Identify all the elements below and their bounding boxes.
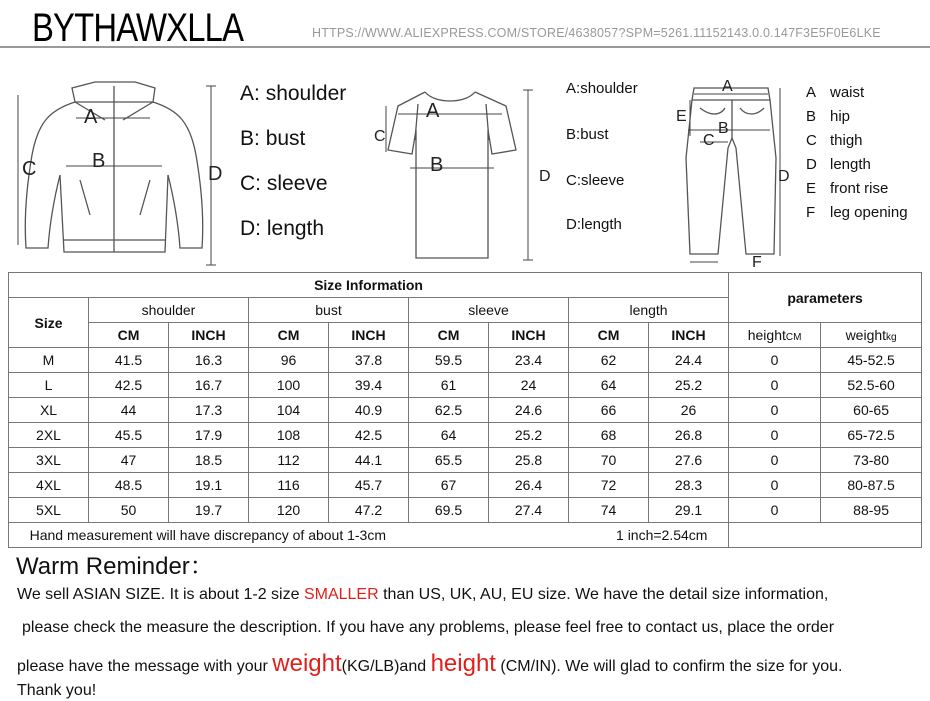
value-cell: 44 <box>89 398 169 423</box>
value-cell: 17.3 <box>169 398 249 423</box>
value-cell: 68 <box>569 423 649 448</box>
value-cell: 67 <box>409 473 489 498</box>
brand-logo: BYTHAWXLLA <box>32 6 244 50</box>
jacket-legend <box>240 82 346 262</box>
pants-letter-d: D <box>778 168 790 185</box>
pants-legend <box>806 84 908 228</box>
reminder-title: Warm Reminder： <box>16 553 214 580</box>
value-cell: 37.8 <box>329 348 409 373</box>
jacket-illustration <box>10 80 230 270</box>
pants-letter-b: B <box>718 120 729 137</box>
group-header-shoulder: shoulder <box>89 298 249 323</box>
value-cell: 69.5 <box>409 498 489 523</box>
table-row <box>9 373 922 398</box>
jacket-letter-a: A <box>84 106 98 128</box>
weight-cell: 88-95 <box>821 498 922 523</box>
pants-letter-a: A <box>722 78 733 95</box>
size-cell: 4XL <box>9 473 89 498</box>
value-cell: 16.7 <box>169 373 249 398</box>
table-row <box>9 498 922 523</box>
value-cell: 64 <box>569 373 649 398</box>
value-cell: 108 <box>249 423 329 448</box>
size-rows <box>9 348 922 523</box>
height-cell: 0 <box>729 373 821 398</box>
weight-highlight: weight <box>272 650 342 677</box>
size-cell: XL <box>9 398 89 423</box>
value-cell: 16.3 <box>169 348 249 373</box>
value-cell: 27.6 <box>649 448 729 473</box>
value-cell: 45.5 <box>89 423 169 448</box>
weight-header: weightkg <box>821 323 922 348</box>
value-cell: 26.4 <box>489 473 569 498</box>
pants-legend-item: B hip <box>806 108 851 125</box>
tshirt-legend-item: A:shoulder <box>566 80 638 97</box>
tshirt-illustration <box>370 80 555 265</box>
store-url: HTTPS://WWW.ALIEXPRESS.COM/STORE/4638057?SPM=5261.11152143.0.0.147F3E5F0E6LKE <box>312 26 881 40</box>
pants-letter-f: F <box>752 254 762 271</box>
jacket-letter-b: B <box>92 150 106 172</box>
value-cell: 100 <box>249 373 329 398</box>
value-cell: 62 <box>569 348 649 373</box>
group-header-length: length <box>569 298 729 323</box>
unit-header: INCH <box>489 323 569 348</box>
pants-legend-item: A waist <box>806 84 865 101</box>
weight-cell: 60-65 <box>821 398 922 423</box>
value-cell: 25.2 <box>649 373 729 398</box>
value-cell: 29.1 <box>649 498 729 523</box>
size-cell: 3XL <box>9 448 89 473</box>
pants-legend-item: C thigh <box>806 132 863 149</box>
value-cell: 26.8 <box>649 423 729 448</box>
unit-header: INCH <box>649 323 729 348</box>
value-cell: 64 <box>409 423 489 448</box>
size-header: Size <box>9 298 89 348</box>
group-header-bust: bust <box>249 298 409 323</box>
tshirt-letter-c: C <box>374 128 386 145</box>
value-cell: 65.5 <box>409 448 489 473</box>
weight-cell: 80-87.5 <box>821 473 922 498</box>
value-cell: 120 <box>249 498 329 523</box>
value-cell: 19.1 <box>169 473 249 498</box>
jacket-legend-item: C: sleeve <box>240 172 328 195</box>
size-cell: M <box>9 348 89 373</box>
table-row <box>9 473 922 498</box>
table-row <box>9 398 922 423</box>
value-cell: 61 <box>409 373 489 398</box>
header-divider <box>0 46 930 48</box>
tshirt-legend-item: B:bust <box>566 126 609 143</box>
measurement-note: Hand measurement will have discrepancy of about 1-3cm 1 inch=2.54cm <box>9 523 729 548</box>
value-cell: 40.9 <box>329 398 409 423</box>
table-row <box>9 348 922 373</box>
value-cell: 24.6 <box>489 398 569 423</box>
value-cell: 18.5 <box>169 448 249 473</box>
value-cell: 24.4 <box>649 348 729 373</box>
value-cell: 25.2 <box>489 423 569 448</box>
value-cell: 48.5 <box>89 473 169 498</box>
unit-header: CM <box>249 323 329 348</box>
value-cell: 27.4 <box>489 498 569 523</box>
size-cell: 5XL <box>9 498 89 523</box>
weight-cell: 65-72.5 <box>821 423 922 448</box>
height-cell: 0 <box>729 473 821 498</box>
unit-header: CM <box>409 323 489 348</box>
reminder-line-4: Thank you! <box>17 682 97 699</box>
value-cell: 112 <box>249 448 329 473</box>
value-cell: 26 <box>649 398 729 423</box>
value-cell: 28.3 <box>649 473 729 498</box>
height-header: heightCM <box>729 323 821 348</box>
value-cell: 72 <box>569 473 649 498</box>
value-cell: 74 <box>569 498 649 523</box>
height-cell: 0 <box>729 348 821 373</box>
jacket-legend-item: D: length <box>240 217 325 240</box>
pants-legend-item: F leg opening <box>806 204 908 221</box>
value-cell: 47.2 <box>329 498 409 523</box>
weight-cell: 45-52.5 <box>821 348 922 373</box>
group-header-sleeve: sleeve <box>409 298 569 323</box>
value-cell: 62.5 <box>409 398 489 423</box>
value-cell: 25.8 <box>489 448 569 473</box>
pants-legend-item: D length <box>806 156 871 173</box>
tshirt-letter-a: A <box>426 100 440 122</box>
value-cell: 19.7 <box>169 498 249 523</box>
value-cell: 23.4 <box>489 348 569 373</box>
value-cell: 104 <box>249 398 329 423</box>
value-cell: 42.5 <box>329 423 409 448</box>
height-cell: 0 <box>729 498 821 523</box>
value-cell: 41.5 <box>89 348 169 373</box>
pants-legend-item: E front rise <box>806 180 889 197</box>
value-cell: 50 <box>89 498 169 523</box>
tshirt-letter-b: B <box>430 154 444 176</box>
weight-cell: 52.5-60 <box>821 373 922 398</box>
tshirt-legend-item: C:sleeve <box>566 172 625 189</box>
value-cell: 44.1 <box>329 448 409 473</box>
tshirt-legend <box>566 80 638 260</box>
height-cell: 0 <box>729 448 821 473</box>
weight-cell: 73-80 <box>821 448 922 473</box>
reminder-line-3: please have the message with your weight(KG/LB)and height (CM/IN). We will glad to confirm the size for you. <box>17 650 843 677</box>
unit-header: INCH <box>329 323 409 348</box>
inch-conversion: 1 inch=2.54cm <box>616 527 708 543</box>
value-cell: 59.5 <box>409 348 489 373</box>
size-table <box>8 272 922 548</box>
jacket-letter-c: C <box>22 158 37 180</box>
table-title: Size Information <box>9 273 729 298</box>
value-cell: 17.9 <box>169 423 249 448</box>
tshirt-letter-d: D <box>539 168 551 185</box>
value-cell: 47 <box>89 448 169 473</box>
height-cell: 0 <box>729 423 821 448</box>
smaller-highlight: SMALLER <box>303 586 379 603</box>
pants-letter-e: E <box>676 108 687 125</box>
jacket-legend-item: A: shoulder <box>240 82 347 105</box>
size-cell: L <box>9 373 89 398</box>
value-cell: 45.7 <box>329 473 409 498</box>
jacket-letter-d: D <box>208 163 223 185</box>
value-cell: 66 <box>569 398 649 423</box>
unit-header: CM <box>89 323 169 348</box>
value-cell: 39.4 <box>329 373 409 398</box>
pants-letter-c: C <box>703 132 715 149</box>
value-cell: 70 <box>569 448 649 473</box>
table-row <box>9 448 922 473</box>
value-cell: 42.5 <box>89 373 169 398</box>
note-empty-cell <box>729 523 922 548</box>
reminder-line-1: We sell ASIAN SIZE. It is about 1-2 size SMALLER than US, UK, AU, EU size. We have the detail size information, <box>17 586 829 603</box>
unit-header: INCH <box>169 323 249 348</box>
value-cell: 24 <box>489 373 569 398</box>
value-cell: 96 <box>249 348 329 373</box>
height-highlight: height <box>430 650 496 677</box>
tshirt-legend-item: D:length <box>566 216 622 233</box>
value-cell: 116 <box>249 473 329 498</box>
table-row <box>9 423 922 448</box>
jacket-legend-item: B: bust <box>240 127 306 150</box>
size-cell: 2XL <box>9 423 89 448</box>
parameters-header: parameters <box>729 273 922 323</box>
reminder-line-2: please check the measure the description. If you have any problems, please feel free to contact us, place the order <box>22 619 835 636</box>
height-cell: 0 <box>729 398 821 423</box>
unit-header: CM <box>569 323 649 348</box>
